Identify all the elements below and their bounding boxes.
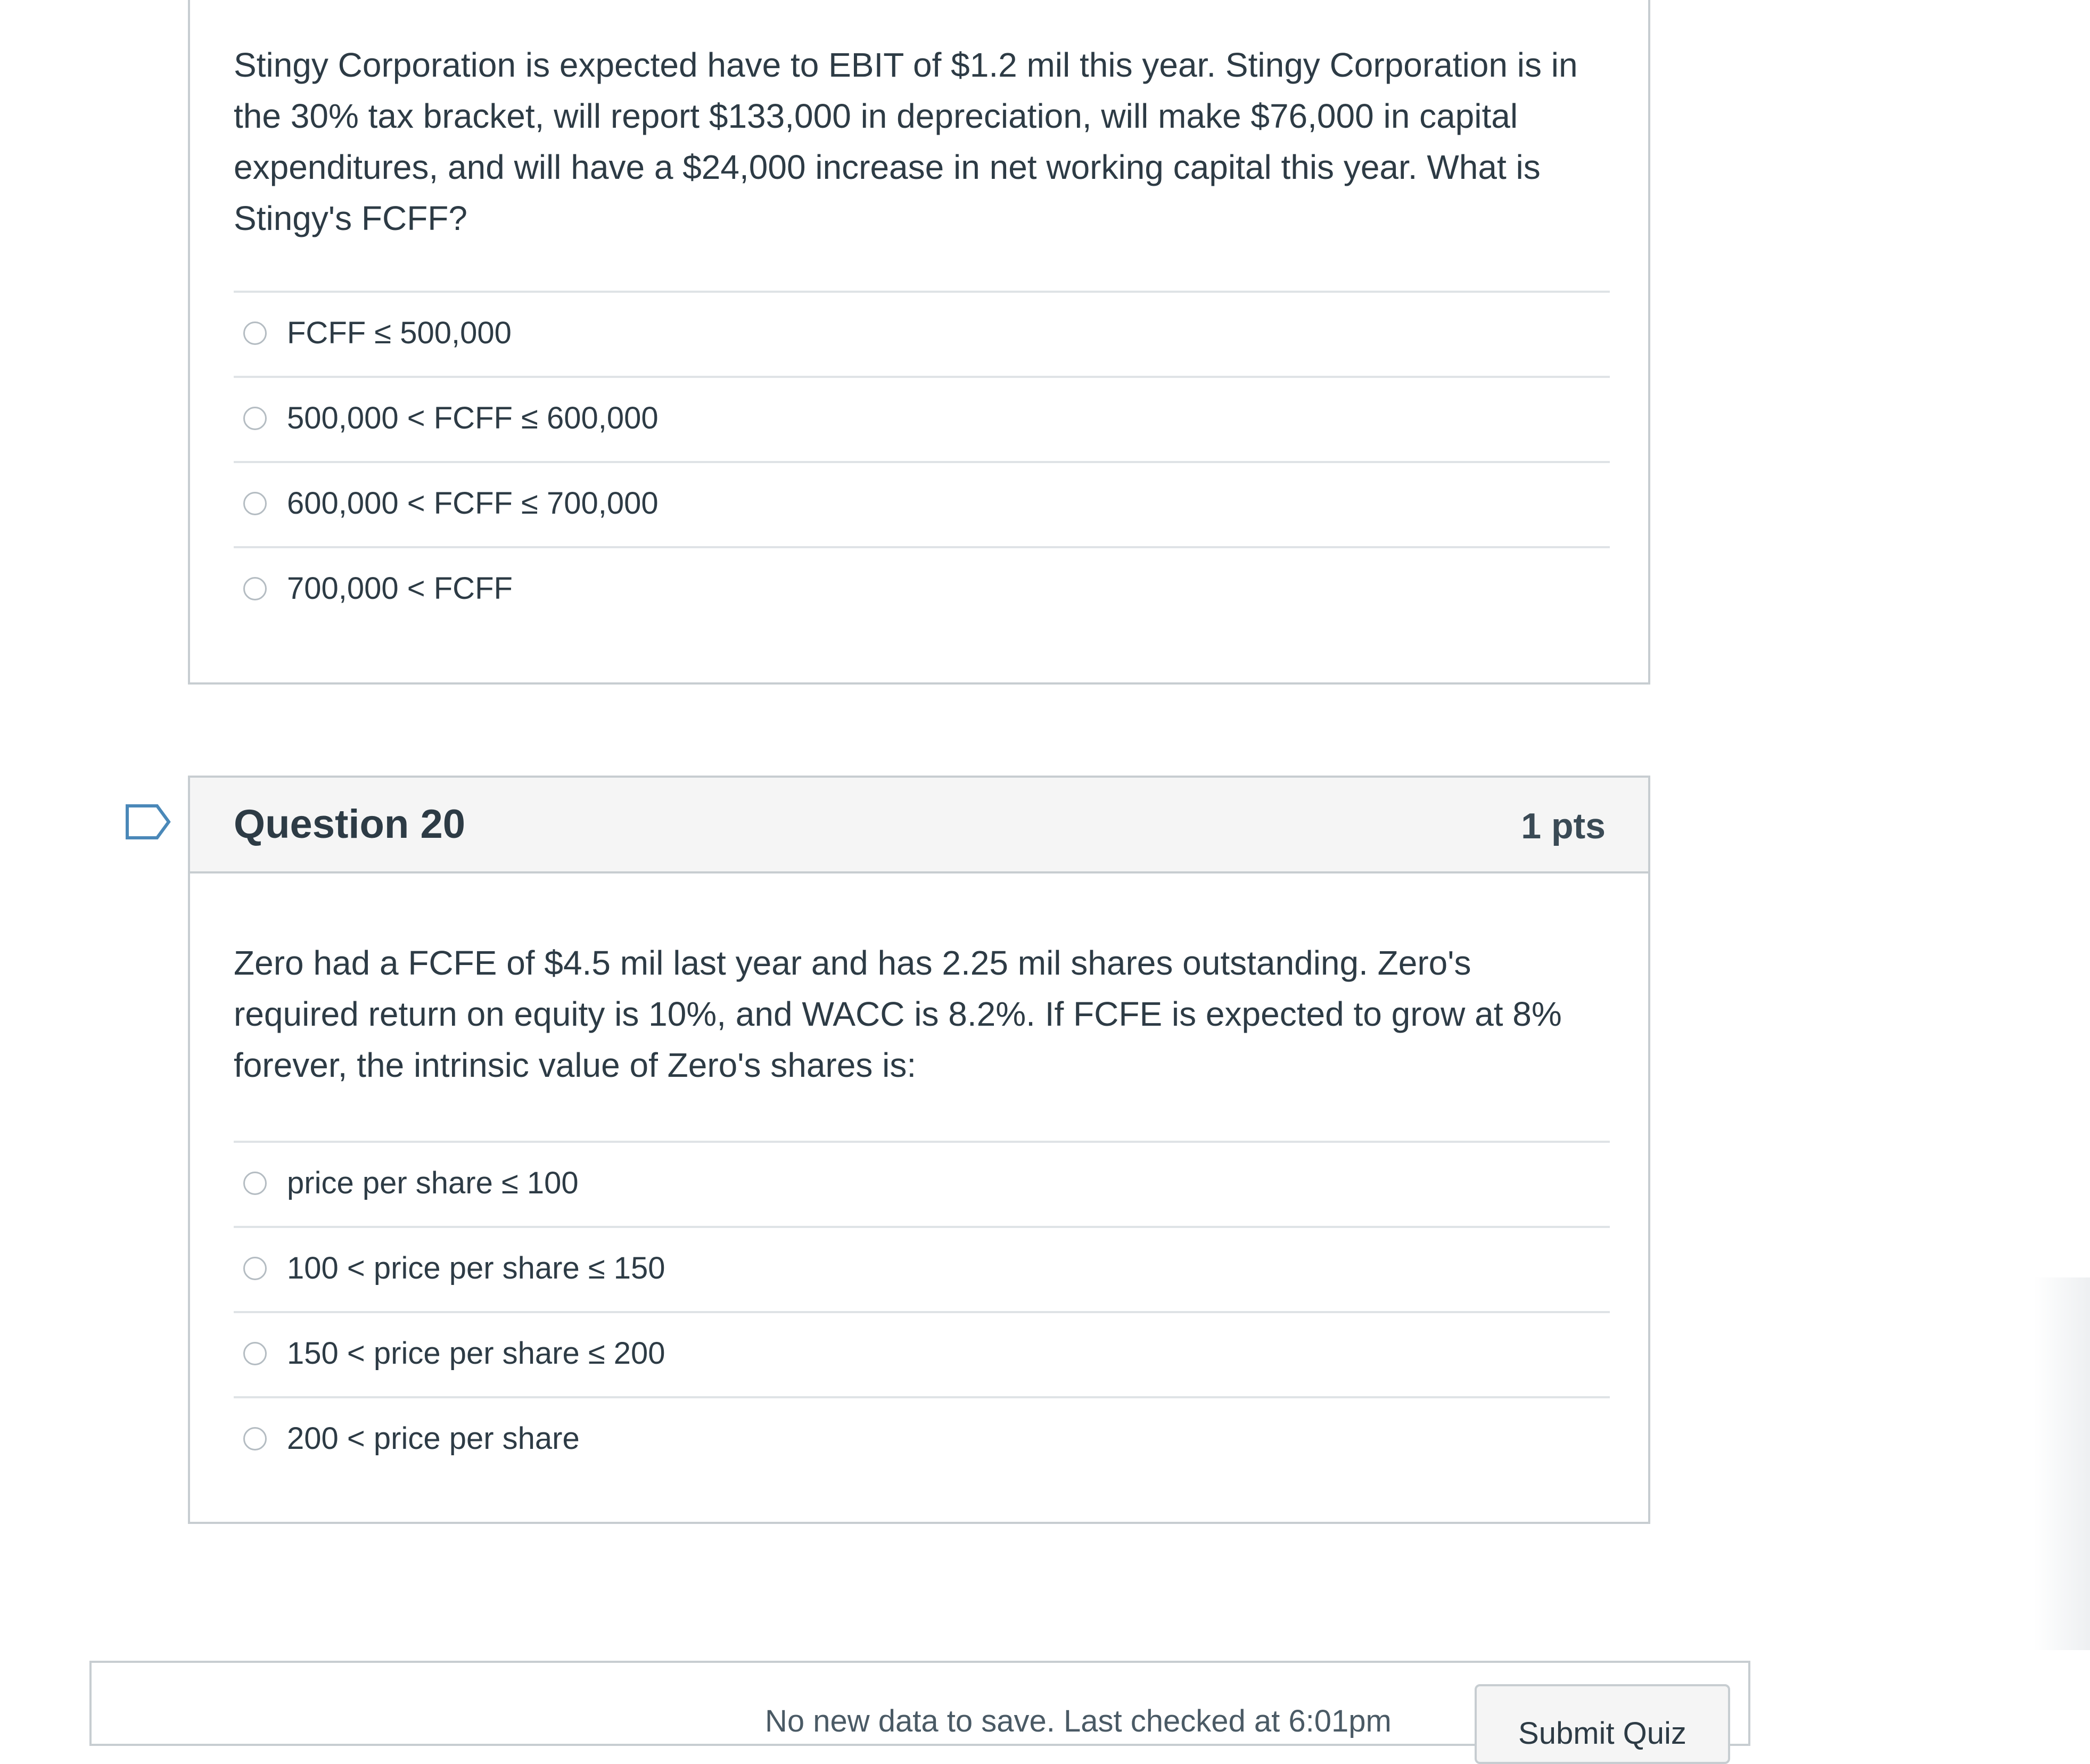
answer-option[interactable] <box>234 461 1610 546</box>
radio-button[interactable] <box>243 1257 267 1280</box>
question-20-text: Zero had a FCFE of $4.5 mil last year and has 2.25 mil shares outstanding. Zero's required return on equity is 10%, and WACC is 8.2%. If FCFE is expected to grow at 8% forever, the intrinsic value of Zero's shares is: <box>234 944 1562 1084</box>
edge-shadow <box>2034 1277 2090 1650</box>
answer-option[interactable] <box>234 546 1610 631</box>
question-20-answers <box>234 1141 1610 1481</box>
answer-label[interactable]: FCFF ≤ 500,000 <box>287 316 512 350</box>
answer-option[interactable] <box>234 1396 1610 1481</box>
radio-button[interactable] <box>243 492 267 515</box>
question-20-card <box>188 776 1650 1524</box>
radio-button[interactable] <box>243 1427 267 1450</box>
answer-label[interactable]: 100 < price per share ≤ 150 <box>287 1251 665 1285</box>
autosave-status: No new data to save. Last checked at 6:01pm <box>765 1704 1392 1738</box>
answer-label[interactable]: 200 < price per share <box>287 1421 580 1456</box>
radio-button[interactable] <box>243 577 267 600</box>
question-title: Question 20 <box>234 802 465 847</box>
question-points: 1 pts <box>1521 806 1606 846</box>
answer-label[interactable]: 500,000 < FCFF ≤ 600,000 <box>287 401 659 435</box>
answer-label[interactable]: 600,000 < FCFF ≤ 700,000 <box>287 486 659 521</box>
answer-option[interactable] <box>234 1311 1610 1396</box>
answer-option[interactable] <box>234 1141 1610 1226</box>
answer-label[interactable]: 150 < price per share ≤ 200 <box>287 1336 665 1371</box>
answer-label[interactable]: price per share ≤ 100 <box>287 1166 579 1200</box>
radio-button[interactable] <box>243 1172 267 1195</box>
radio-button[interactable] <box>243 322 267 345</box>
question-19-answers <box>234 291 1610 631</box>
quiz-footer <box>89 1661 1750 1751</box>
answer-option[interactable] <box>234 291 1610 376</box>
question-19-text: Stingy Corporation is expected have to EBIT of $1.2 mil this year. Stingy Corporation is in the 30% tax bracket, will report $133,000 in depreciation, will make $76,000 in capital expenditures, and will have a $24,000 increase in net working capital this year. What is Stingy's FCFF? <box>234 46 1578 237</box>
answer-label[interactable]: 700,000 < FCFF <box>287 571 513 606</box>
answer-option[interactable] <box>234 376 1610 461</box>
answer-option[interactable] <box>234 1226 1610 1311</box>
question-header <box>190 778 1648 873</box>
flag-question-icon[interactable] <box>125 804 171 840</box>
question-19-card <box>188 0 1650 685</box>
radio-button[interactable] <box>243 1342 267 1365</box>
submit-quiz-button[interactable]: Submit Quiz <box>1475 1684 1730 1764</box>
radio-button[interactable] <box>243 407 267 430</box>
